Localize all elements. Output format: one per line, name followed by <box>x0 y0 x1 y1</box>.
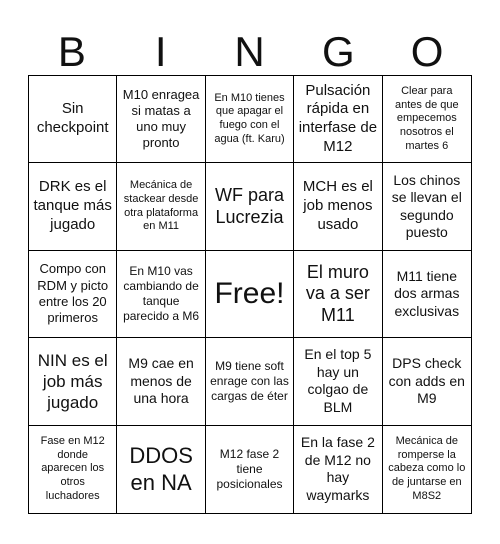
header-letter-o: O <box>410 28 445 75</box>
bingo-cell-r4c4[interactable]: En el top 5 hay un colgao de BLM <box>294 338 382 425</box>
bingo-grid <box>28 75 472 514</box>
bingo-cell-r2c2[interactable]: Mecánica de stackear desde otra plataforma en M11 <box>117 163 205 250</box>
bingo-cell-r1c5[interactable]: Clear para antes de que empecemos nosotros el martes 6 <box>383 76 471 163</box>
header-letter-n: N <box>234 28 266 75</box>
header-letter-g: G <box>321 28 356 75</box>
header-letter-b: B <box>57 28 87 75</box>
bingo-cell-r5c5[interactable]: Mecánica de romperse la cabeza como lo de juntarse en M8S2 <box>388 434 466 502</box>
bingo-cell-r3c4[interactable]: El muro va a ser M11 <box>294 251 382 338</box>
bingo-cell-r3c5[interactable]: M11 tiene dos armas exclusivas <box>383 251 471 338</box>
bingo-cell-free[interactable]: Free! <box>206 251 294 338</box>
bingo-cell-r3c2[interactable]: En M10 vas cambiando de tanque parecido a M6 <box>117 251 205 338</box>
bingo-cell-r1c2[interactable]: M10 enragea si matas a uno muy pronto <box>117 76 205 163</box>
bingo-cell-r4c1[interactable]: NIN es el job más jugado <box>29 338 117 425</box>
bingo-cell-r4c2[interactable]: M9 cae en menos de una hora <box>117 338 205 425</box>
bingo-cell-r5c3[interactable]: M12 fase 2 tiene posicionales <box>206 426 294 513</box>
bingo-cell-r1c4[interactable]: Pulsación rápida en interfase de M12 <box>294 76 382 163</box>
bingo-cell-r2c1[interactable]: DRK es el tanque más jugado <box>29 163 117 250</box>
bingo-cell-r4c5[interactable]: DPS check con adds en M9 <box>383 338 471 425</box>
bingo-cell-r1c1[interactable]: Sin checkpoint <box>29 76 117 163</box>
bingo-cell-r3c1[interactable]: Compo con RDM y picto entre los 20 primeros <box>29 251 117 338</box>
header-letter-i: I <box>154 28 168 75</box>
bingo-cell-r2c5[interactable]: Los chinos se llevan el segundo puesto <box>383 163 471 250</box>
bingo-cell-r2c3[interactable]: WF para Lucrezia <box>206 163 294 250</box>
bingo-cell-r1c3[interactable]: En M10 tienes que apagar el fuego con el agua (ft. Karu) <box>206 76 294 163</box>
bingo-cell-r5c2[interactable]: DDOS en NA <box>117 426 205 513</box>
bingo-cell-r5c1[interactable]: Fase en M12 donde aparecen los otros luchadores <box>29 426 117 513</box>
bingo-header <box>28 28 472 76</box>
bingo-cell-r2c4[interactable]: MCH es el job menos usado <box>294 163 382 250</box>
bingo-cell-r4c3[interactable]: M9 tiene soft enrage con las cargas de éter <box>206 338 294 425</box>
bingo-cell-r5c4[interactable]: En la fase 2 de M12 no hay waymarks <box>294 426 382 513</box>
